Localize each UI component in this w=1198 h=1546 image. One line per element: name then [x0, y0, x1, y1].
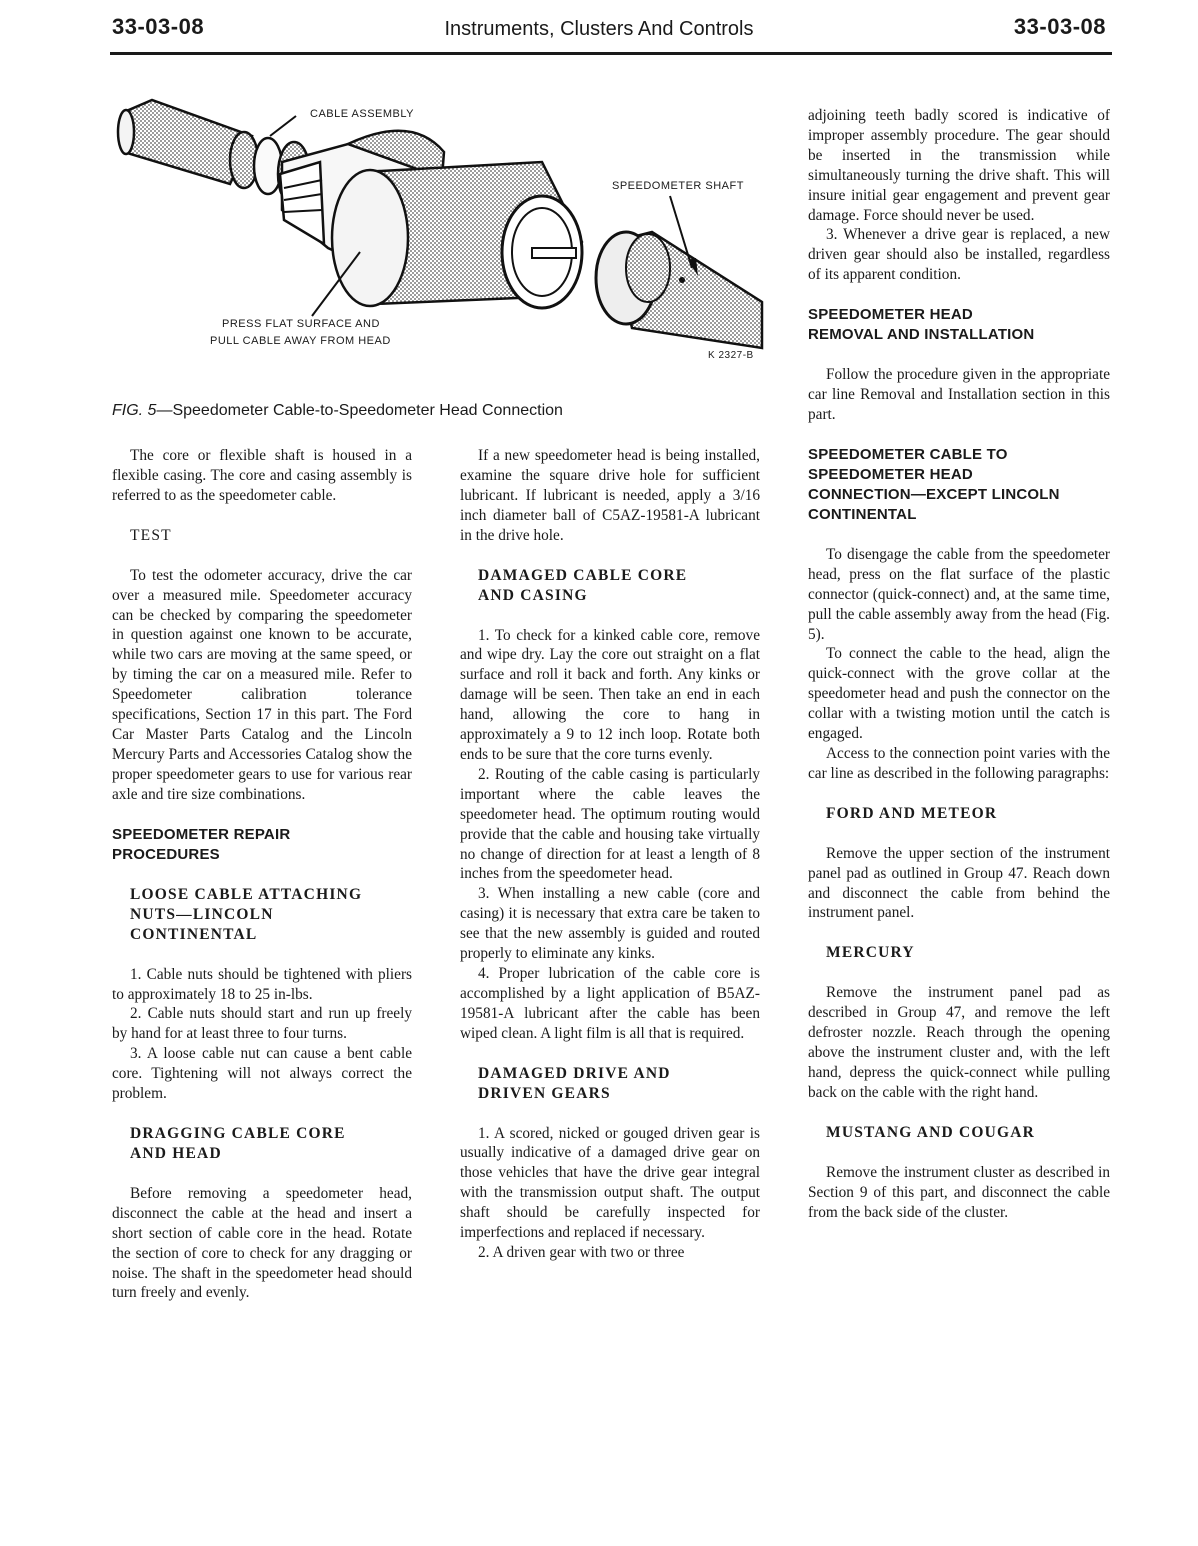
repair-heading-1: SPEEDOMETER REPAIR [112, 825, 291, 843]
head-heading-1: SPEEDOMETER HEAD [808, 306, 973, 324]
loose-item-1: 1. Cable nuts should be tightened with pliers to approximately 18 to 25 in-lbs. [112, 965, 412, 1003]
gears-item-3: 3. Whenever a drive gear is replaced, a new driven gear should also be installed, regardless of its apparent condition. [808, 226, 1110, 284]
gears-heading-2: DRIVEN GEARS [478, 1084, 611, 1102]
drag-heading-1: DRAGGING CABLE CORE [130, 1124, 346, 1142]
gears-item-1: 1. A scored, nicked or gouged driven gear is usually indicative of a damaged drive gear on those vehicles that have the drive gear integral with the transmission output shaft. The output shaft should be carefully inspected for imperfections and replaced if necessary. [460, 1124, 760, 1242]
intro-paragraph: The core or flexible shaft is housed in a flexible casing. The core and casing assembly is referred to as the speedometer cable. [112, 447, 412, 504]
conn-heading-1: SPEEDOMETER CABLE TO [808, 445, 1008, 463]
figure-caption [112, 402, 563, 420]
conn-paragraph-3: Access to the connection point varies with the car line as described in the following paragraphs: [808, 744, 1110, 782]
column-3 [808, 106, 1110, 1223]
drag-heading-2: AND HEAD [130, 1144, 222, 1162]
damaged-item-4: 4. Proper lubrication of the cable core is accomplished by a light application of B5AZ-19581-A lubricant after the cable has been wiped clean. A light film is all that is required. [460, 964, 760, 1042]
drag-paragraph: Before removing a speedometer head, disconnect the cable at the head and insert a short section of cable core in the head. Rotate the section of core to check for any dragging or noise. The shaft in the speedometer head should turn freely and evenly. [112, 1184, 412, 1302]
damaged-heading-1: DAMAGED CABLE CORE [478, 566, 688, 584]
loose-heading-1: LOOSE CABLE ATTACHING [130, 885, 363, 903]
page-number-left: 33-03-08 [112, 14, 205, 39]
ford-heading: FORD AND METEOR [826, 804, 998, 822]
column-2 [460, 446, 760, 1263]
head-paragraph: Follow the procedure given in the appropriate car line Removal and Installation section in this part. [808, 366, 1110, 423]
head-heading-2: REMOVAL AND INSTALLATION [808, 326, 1035, 344]
conn-heading-4: CONTINENTAL [808, 505, 917, 523]
loose-heading-2: NUTS—LINCOLN [130, 905, 274, 923]
gears-heading-1: DAMAGED DRIVE AND [478, 1064, 671, 1082]
damaged-item-2: 2. Routing of the cable casing is particularly important where the cable leaves the speedometer head. The optimum routing would provide that the cable and housing take virtually no change of direction for at least a length of 8 inches from the speedometer head. [460, 765, 760, 883]
column-1 [112, 446, 412, 1303]
mercury-paragraph: Remove the instrument panel pad as described in Group 47, and remove the left defroster nozzle. Reach through the opening above the instrument cluster and, with the left hand, depress the quick-connect while pulling back on the cable with the right hand. [808, 984, 1110, 1101]
label-speedometer-shaft: SPEEDOMETER SHAFT [612, 180, 744, 192]
loose-item-2: 2. Cable nuts should start and run up freely by hand for at least three to four turns. [112, 1005, 412, 1043]
test-paragraph: To test the odometer accuracy, drive the car over a measured mile. Speedometer accuracy can be checked by comparing the speedometer in question against one known to be accurate, while two cars are moving at the same speed, or by timing the car on a measured mile. Refer to Speedometer calibration tolerance specifications, Section 17 in this part. The Ford Car Master Parts Catalog and the Lincoln Mercury Parts and Accessories Catalog show the proper speedometer gears to use for various rear axle and tire size combinations. [112, 566, 412, 803]
mustang-heading: MUSTANG AND COUGAR [826, 1123, 1036, 1141]
speedometer-cable-figure [112, 92, 772, 372]
loose-item-3: 3. A loose cable nut can cause a bent cable core. Tightening will not always correct the problem. [112, 1045, 412, 1103]
caption-text: —Speedometer Cable-to-Speedometer Head Connection [156, 402, 563, 419]
cable-illustration [112, 92, 772, 372]
ford-paragraph: Remove the upper section of the instrument panel pad as outlined in Group 47. Reach down and disconnect the cable from behind the instrument panel. [808, 844, 1110, 922]
page-number-right: 33-03-08 [1013, 14, 1106, 39]
conn-heading-2: SPEEDOMETER HEAD [808, 465, 973, 483]
label-press-line2: PULL CABLE AWAY FROM HEAD [210, 335, 391, 347]
loose-heading-3: CONTINENTAL [130, 925, 258, 943]
page-title: Instruments, Clusters And Controls [444, 18, 754, 40]
label-press-line1: PRESS FLAT SURFACE AND [222, 318, 380, 330]
new-head-paragraph: If a new speedometer head is being installed, examine the square drive hole for sufficient lubricant. If lubricant is needed, apply a 3/16 inch diameter ball of C5AZ-19581-A lubricant in the drive hole. [460, 447, 760, 544]
repair-heading-2: PROCEDURES [112, 845, 220, 863]
damaged-item-3: 3. When installing a new cable (core and casing) it is necessary that extra care be taken to see that the new assembly is guided and routed properly to eliminate any kinks. [460, 885, 760, 963]
conn-heading-3: CONNECTION—EXCEPT LINCOLN [808, 485, 1060, 503]
conn-paragraph-1: To disengage the cable from the speedometer head, press on the flat surface of the plastic connector (quick-connect) and, at the same time, pull the cable assembly away from the head (Fig. 5). [808, 545, 1110, 643]
damaged-heading-2: AND CASING [478, 586, 588, 604]
gears-continued: adjoining teeth badly scored is indicative of improper assembly procedure. The gear should be inserted in the transmission while simultaneously turning the drive shaft. This will insure initial gear engagement and prevent gear damage. Force should never be used. [808, 107, 1110, 224]
conn-paragraph-2: To connect the cable to the head, align the quick-connect with the grove collar at the speedometer head and push the connector on the collar with a twisting motion until the catch is engaged. [808, 645, 1110, 743]
figure-code: K 2327-B [708, 350, 754, 361]
caption-number: FIG. 5 [112, 402, 157, 419]
header-rule [110, 52, 1112, 55]
gears-item-2: 2. A driven gear with two or three [478, 1244, 685, 1261]
mustang-paragraph: Remove the instrument cluster as described in Section 9 of this part, and disconnect the cable from the back side of the cluster. [808, 1163, 1110, 1221]
damaged-item-1: 1. To check for a kinked cable core, remove and wipe dry. Lay the core out straight on a flat surface and roll it back and forth. Any kinks or damage will be seen. Then take an end in each hand, allowing the core to hang in approximately a 9 to 12 inch loop. Rotate both ends to be sure that the core turns evenly. [460, 626, 760, 763]
label-cable-assembly: CABLE ASSEMBLY [310, 108, 415, 120]
test-heading: TEST [130, 526, 172, 544]
mercury-heading: MERCURY [826, 944, 915, 962]
